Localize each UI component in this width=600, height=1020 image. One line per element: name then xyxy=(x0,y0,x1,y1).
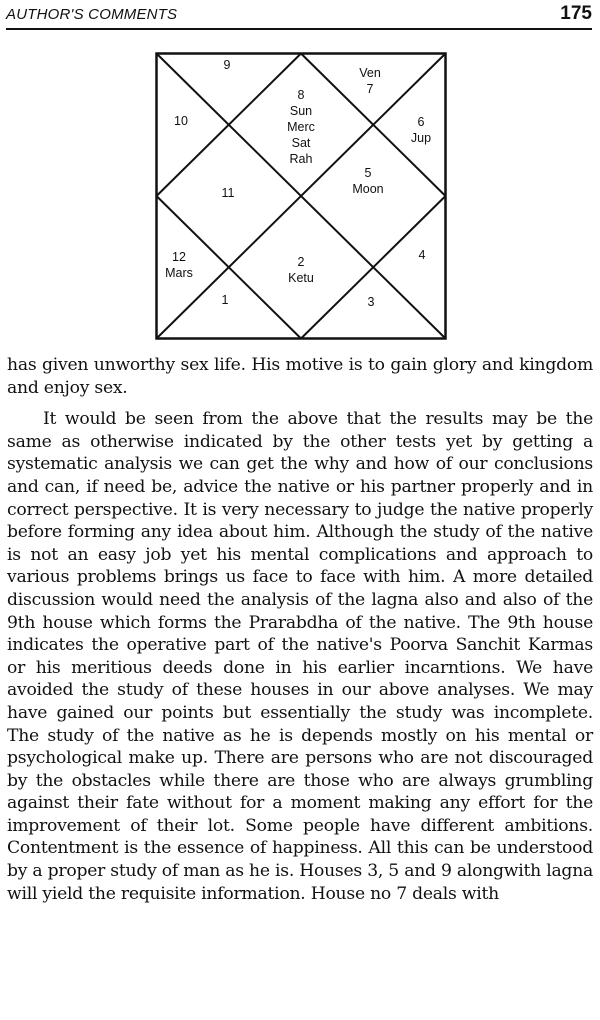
house-3 xyxy=(368,294,375,310)
house-8-number: 8 xyxy=(297,88,305,102)
house-8-planet-3: Sat xyxy=(291,136,311,150)
house-6 xyxy=(411,114,431,146)
house-7-planet: Ven xyxy=(359,66,381,80)
house-11 xyxy=(222,185,235,201)
house-9-number: 9 xyxy=(223,58,231,72)
house-1-number: 1 xyxy=(221,293,229,307)
paragraph-1: has given unworthy sex life. His motive is to gain glory and kingdom and enjoy sex. xyxy=(7,355,593,398)
house-8-planet-1: Sun xyxy=(289,104,313,118)
house-5 xyxy=(352,165,383,197)
page-number: 175 xyxy=(560,3,592,24)
house-6-planet: Jup xyxy=(410,131,432,145)
house-10 xyxy=(174,113,188,129)
house-10-number: 10 xyxy=(174,114,188,128)
house-12 xyxy=(165,249,193,281)
house-2-number: 2 xyxy=(297,255,305,269)
house-1 xyxy=(222,292,229,308)
house-11-number: 11 xyxy=(221,186,235,200)
house-4 xyxy=(419,247,426,263)
chapter-title: AUTHOR'S COMMENTS xyxy=(6,6,178,23)
house-5-number: 5 xyxy=(364,166,372,180)
house-3-number: 3 xyxy=(367,295,375,309)
running-header xyxy=(6,2,592,30)
house-7 xyxy=(359,65,381,97)
house-8-planet-4: Rah xyxy=(289,152,313,166)
house-5-planet: Moon xyxy=(352,182,384,196)
body-text xyxy=(7,354,593,905)
birth-chart xyxy=(155,52,447,340)
house-9 xyxy=(224,57,231,73)
house-4-number: 4 xyxy=(418,248,426,262)
house-12-number: 12 xyxy=(172,250,186,264)
house-8-planet-2: Merc xyxy=(287,120,315,134)
house-7-number: 7 xyxy=(366,82,374,96)
house-2 xyxy=(288,254,314,286)
house-2-planet: Ketu xyxy=(288,271,314,285)
house-12-planet: Mars xyxy=(165,266,193,280)
house-6-number: 6 xyxy=(417,115,425,129)
house-8 xyxy=(287,87,315,167)
paragraph-2: It would be seen from the above that the results may be the same as otherwise indicated by the other tests yet by getting a systematic analysis we can get the why and how of our conclusions and can, if need be, advice the native or his partner properly and in correct perspective. It is very necessary to judge the native properly before forming any idea about him. Although the study of the native is not an easy job yet his mental complications and approach to various problems brings us face to face with him. A more detailed discussion would need the analysis of the lagna also and also of the 9th house which forms the Prarabdha of the native. The 9th house indicates the operative part of the native's Poorva Sanchit Karmas or his meritious deeds done in his earlier incarntions. We have avoided the study of these houses in our above analyses. We may have gained our points but essentially the study was incomplete. The study of the native as he is depends mostly on his mental or psychological make up. There are persons who are not discouraged by the obstacles while there are those who are always grumbling against their fate without for a moment making any effort for the improvement of their lot. Some people have different ambitions. Contentment is the essence of happiness. All this can be understood by a proper study of man as he is. Houses 3, 5 and 9 alongwith lagna will yield the requisite information. House no 7 deals with xyxy=(7,409,594,904)
